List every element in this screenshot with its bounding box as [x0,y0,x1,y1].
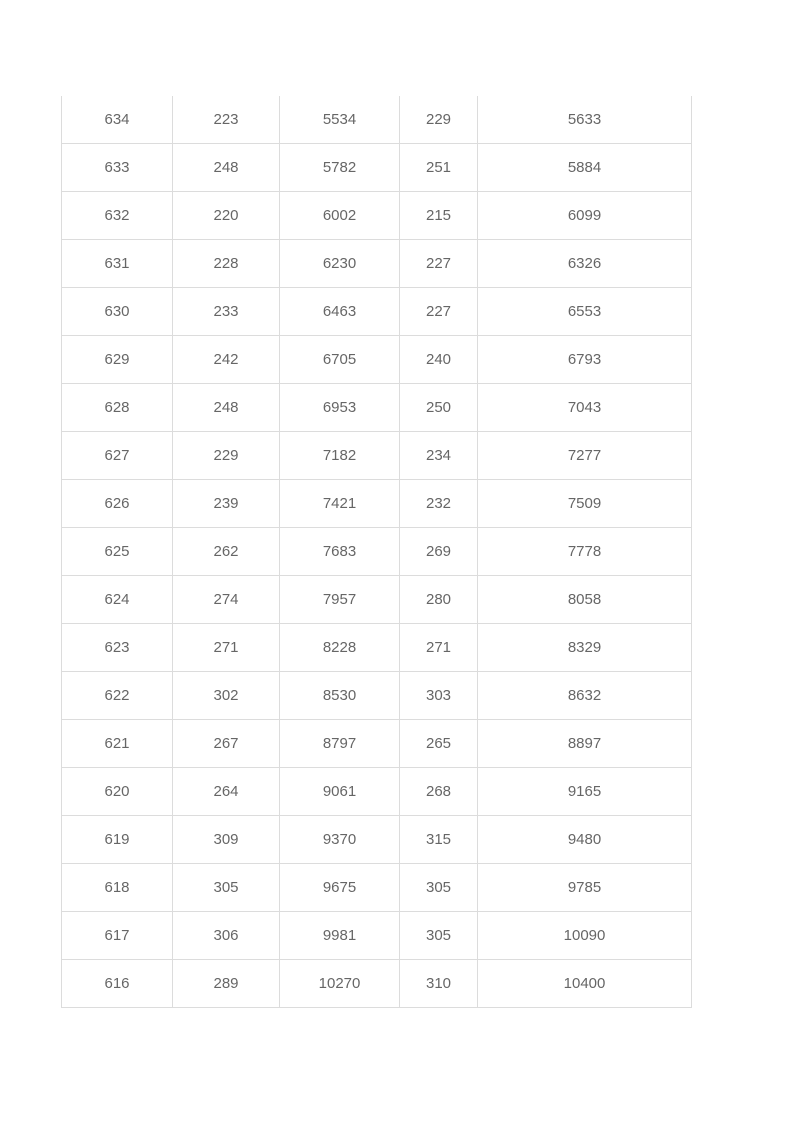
score-table [61,96,692,1008]
col-4-cell: 315 [400,816,478,864]
col-4-cell: 229 [400,96,478,144]
col-4-cell: 232 [400,480,478,528]
col-3-cell: 9370 [280,816,400,864]
col-2-cell: 242 [173,336,280,384]
table-row [62,528,692,576]
col-3-cell: 7957 [280,576,400,624]
col-1-cell: 627 [62,432,173,480]
col-5-cell: 7509 [478,480,692,528]
col-2-cell: 289 [173,960,280,1008]
col-5-cell: 6326 [478,240,692,288]
col-5-cell: 6793 [478,336,692,384]
col-2-cell: 306 [173,912,280,960]
col-5-cell: 5884 [478,144,692,192]
col-3-cell: 9675 [280,864,400,912]
col-5-cell: 9785 [478,864,692,912]
table-row [62,672,692,720]
table-row [62,480,692,528]
col-4-cell: 268 [400,768,478,816]
col-2-cell: 239 [173,480,280,528]
col-4-cell: 269 [400,528,478,576]
col-2-cell: 305 [173,864,280,912]
col-1-cell: 620 [62,768,173,816]
col-4-cell: 250 [400,384,478,432]
col-4-cell: 227 [400,240,478,288]
table-row [62,192,692,240]
col-5-cell: 8897 [478,720,692,768]
col-4-cell: 303 [400,672,478,720]
table-row [62,240,692,288]
col-4-cell: 234 [400,432,478,480]
col-3-cell: 7182 [280,432,400,480]
col-2-cell: 220 [173,192,280,240]
table-row [62,96,692,144]
col-3-cell: 8797 [280,720,400,768]
table-row [62,816,692,864]
col-1-cell: 617 [62,912,173,960]
col-1-cell: 634 [62,96,173,144]
col-2-cell: 302 [173,672,280,720]
col-4-cell: 271 [400,624,478,672]
col-2-cell: 229 [173,432,280,480]
col-3-cell: 8228 [280,624,400,672]
col-5-cell: 7778 [478,528,692,576]
table-row [62,864,692,912]
col-5-cell: 8632 [478,672,692,720]
col-2-cell: 223 [173,96,280,144]
col-2-cell: 309 [173,816,280,864]
col-2-cell: 264 [173,768,280,816]
col-4-cell: 240 [400,336,478,384]
col-4-cell: 305 [400,864,478,912]
table-row [62,144,692,192]
col-2-cell: 267 [173,720,280,768]
col-3-cell: 6463 [280,288,400,336]
table-row [62,624,692,672]
col-2-cell: 262 [173,528,280,576]
table-row [62,720,692,768]
col-5-cell: 10090 [478,912,692,960]
col-4-cell: 305 [400,912,478,960]
col-5-cell: 6099 [478,192,692,240]
col-1-cell: 616 [62,960,173,1008]
col-1-cell: 633 [62,144,173,192]
col-1-cell: 622 [62,672,173,720]
col-4-cell: 215 [400,192,478,240]
col-3-cell: 10270 [280,960,400,1008]
col-1-cell: 630 [62,288,173,336]
col-3-cell: 6953 [280,384,400,432]
col-3-cell: 7683 [280,528,400,576]
col-1-cell: 626 [62,480,173,528]
table-row [62,768,692,816]
col-4-cell: 310 [400,960,478,1008]
col-2-cell: 233 [173,288,280,336]
col-3-cell: 7421 [280,480,400,528]
table-row [62,912,692,960]
col-1-cell: 625 [62,528,173,576]
table-row [62,288,692,336]
table-row [62,432,692,480]
col-5-cell: 9480 [478,816,692,864]
col-2-cell: 228 [173,240,280,288]
score-table-body [62,96,692,1008]
col-3-cell: 9981 [280,912,400,960]
col-3-cell: 9061 [280,768,400,816]
col-1-cell: 629 [62,336,173,384]
col-3-cell: 6705 [280,336,400,384]
table-row [62,384,692,432]
col-4-cell: 280 [400,576,478,624]
score-table-container [61,96,691,1008]
col-5-cell: 8329 [478,624,692,672]
col-2-cell: 271 [173,624,280,672]
col-4-cell: 227 [400,288,478,336]
col-2-cell: 248 [173,144,280,192]
table-row [62,576,692,624]
table-row [62,960,692,1008]
col-3-cell: 6230 [280,240,400,288]
col-5-cell: 6553 [478,288,692,336]
col-1-cell: 618 [62,864,173,912]
col-4-cell: 251 [400,144,478,192]
col-1-cell: 624 [62,576,173,624]
col-1-cell: 628 [62,384,173,432]
col-1-cell: 631 [62,240,173,288]
col-3-cell: 5534 [280,96,400,144]
col-4-cell: 265 [400,720,478,768]
col-3-cell: 6002 [280,192,400,240]
col-5-cell: 10400 [478,960,692,1008]
col-5-cell: 7277 [478,432,692,480]
col-1-cell: 619 [62,816,173,864]
col-5-cell: 7043 [478,384,692,432]
col-3-cell: 8530 [280,672,400,720]
col-1-cell: 632 [62,192,173,240]
col-3-cell: 5782 [280,144,400,192]
col-5-cell: 9165 [478,768,692,816]
col-2-cell: 248 [173,384,280,432]
col-5-cell: 8058 [478,576,692,624]
col-2-cell: 274 [173,576,280,624]
col-1-cell: 621 [62,720,173,768]
col-1-cell: 623 [62,624,173,672]
col-5-cell: 5633 [478,96,692,144]
table-row [62,336,692,384]
